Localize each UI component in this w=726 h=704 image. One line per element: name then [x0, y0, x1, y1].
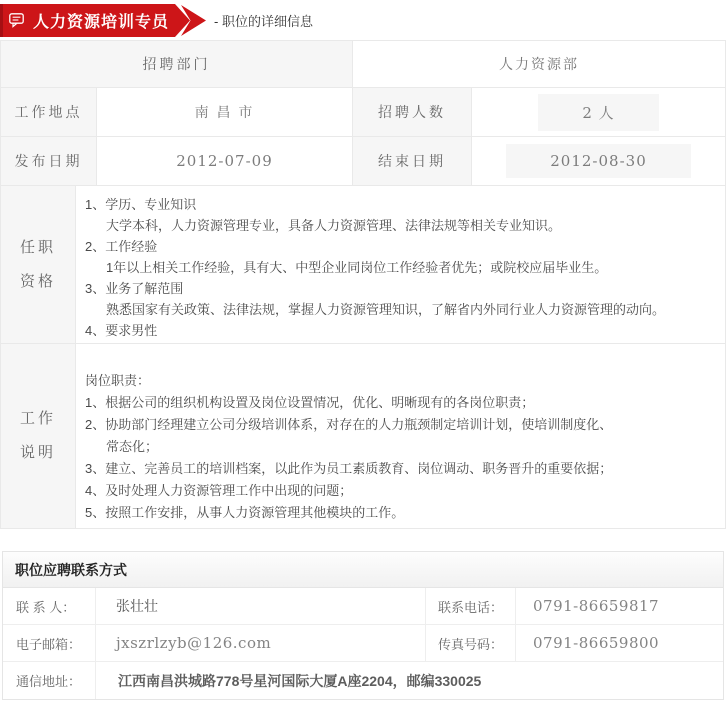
speech-bubble-icon [9, 13, 25, 28]
duty-line: 1、根据公司的组织机构设置及岗位设置情况，优化、明晰现有的各岗位职责； [85, 395, 535, 410]
requirement-line: 2、工作经验 [85, 239, 158, 254]
label-end-date: 结束日期 [353, 137, 472, 185]
label-contact-person: 联 系 人： [3, 588, 96, 624]
requirement-line: 大学本科，人力资源管理专业，具备人力资源管理、法律法规等相关专业知识。 [106, 218, 562, 233]
value-fax: 0791-86659800 [533, 634, 660, 652]
contact-row [3, 662, 723, 699]
requirement-line: 1年以上相关工作经验，具有大、中型企业同岗位工作经验者优先；或院校应届毕业生。 [106, 260, 608, 275]
ribbon-content [0, 4, 180, 37]
label-qualifications [1, 186, 76, 343]
duty-line: 3、建立、完善员工的培训档案，以此作为员工素质教育、岗位调动、职务晋升的重要依据； [85, 461, 613, 476]
requirement-line: 熟悉国家有关政策、法律法规，掌握人力资源管理知识，了解省内外同行业人力资源管理的动向。 [106, 302, 666, 317]
value-end-date [472, 137, 725, 185]
label-address: 通信地址： [3, 662, 96, 699]
label-publish-date: 发布日期 [1, 137, 97, 185]
value-publish-date: 2012-07-09 [97, 137, 353, 185]
qualifications-label-text: 任职资格 [19, 238, 56, 290]
value-headcount [472, 88, 725, 136]
value-department: 人力资源部 [353, 41, 725, 87]
requirement-line: 3、业务了解范围 [85, 281, 184, 296]
job-detail-page [0, 4, 726, 704]
value-email: jxszrlzyb@126.com [96, 625, 426, 661]
duty-line: 5、按照工作安排，从事人力资源管理其他模块的工作。 [85, 505, 405, 520]
label-department: 招聘部门 [1, 41, 353, 87]
table-row [1, 41, 725, 88]
requirement-line: 4、要求男性 [85, 323, 158, 338]
label-phone: 联系电话： [426, 588, 516, 624]
job-title: 人力资源培训专员 [33, 14, 170, 31]
label-email: 电子邮箱： [3, 625, 96, 661]
qualifications-content [76, 186, 725, 343]
job-description-content [76, 344, 725, 528]
value-location: 南 昌 市 [97, 88, 353, 136]
label-job-description [1, 344, 76, 528]
job-description-label-text: 工作说明 [19, 410, 56, 461]
label-location: 工作地点 [1, 88, 97, 136]
table-row [1, 344, 725, 528]
table-row [1, 137, 725, 186]
requirement-line: 1、学历、专业知识 [85, 197, 197, 212]
label-headcount: 招聘人数 [353, 88, 472, 136]
value-phone: 0791-86659817 [533, 597, 660, 615]
value-contact-person: 张壮壮 [96, 588, 426, 624]
end-date-value: 2012-08-30 [506, 144, 690, 178]
job-details-table [0, 40, 726, 529]
duty-line: 4、及时处理人力资源管理工作中出现的问题； [85, 483, 353, 498]
label-fax: 传真号码： [426, 625, 516, 661]
contact-row [3, 588, 723, 625]
value-address: 江西南昌洪城路778号星河国际大厦A座2204，邮编330025 [118, 672, 482, 689]
table-row [1, 88, 725, 137]
contact-section-title: 职位应聘联系方式 [3, 552, 723, 588]
duty-line: 常态化； [106, 439, 159, 454]
duty-line: 2、协助部门经理建立公司分级培训体系，对存在的人力瓶颈制定培训计划，使培训制度化、 [85, 417, 613, 432]
job-title-ribbon [0, 4, 210, 37]
duty-line: 岗位职责： [85, 373, 151, 388]
contact-section [2, 551, 724, 700]
page-subtitle: - 职位的详细信息 [214, 14, 313, 29]
page-header [0, 4, 726, 37]
contact-row [3, 625, 723, 662]
headcount-value: 2 人 [538, 94, 658, 131]
table-row [1, 186, 725, 344]
